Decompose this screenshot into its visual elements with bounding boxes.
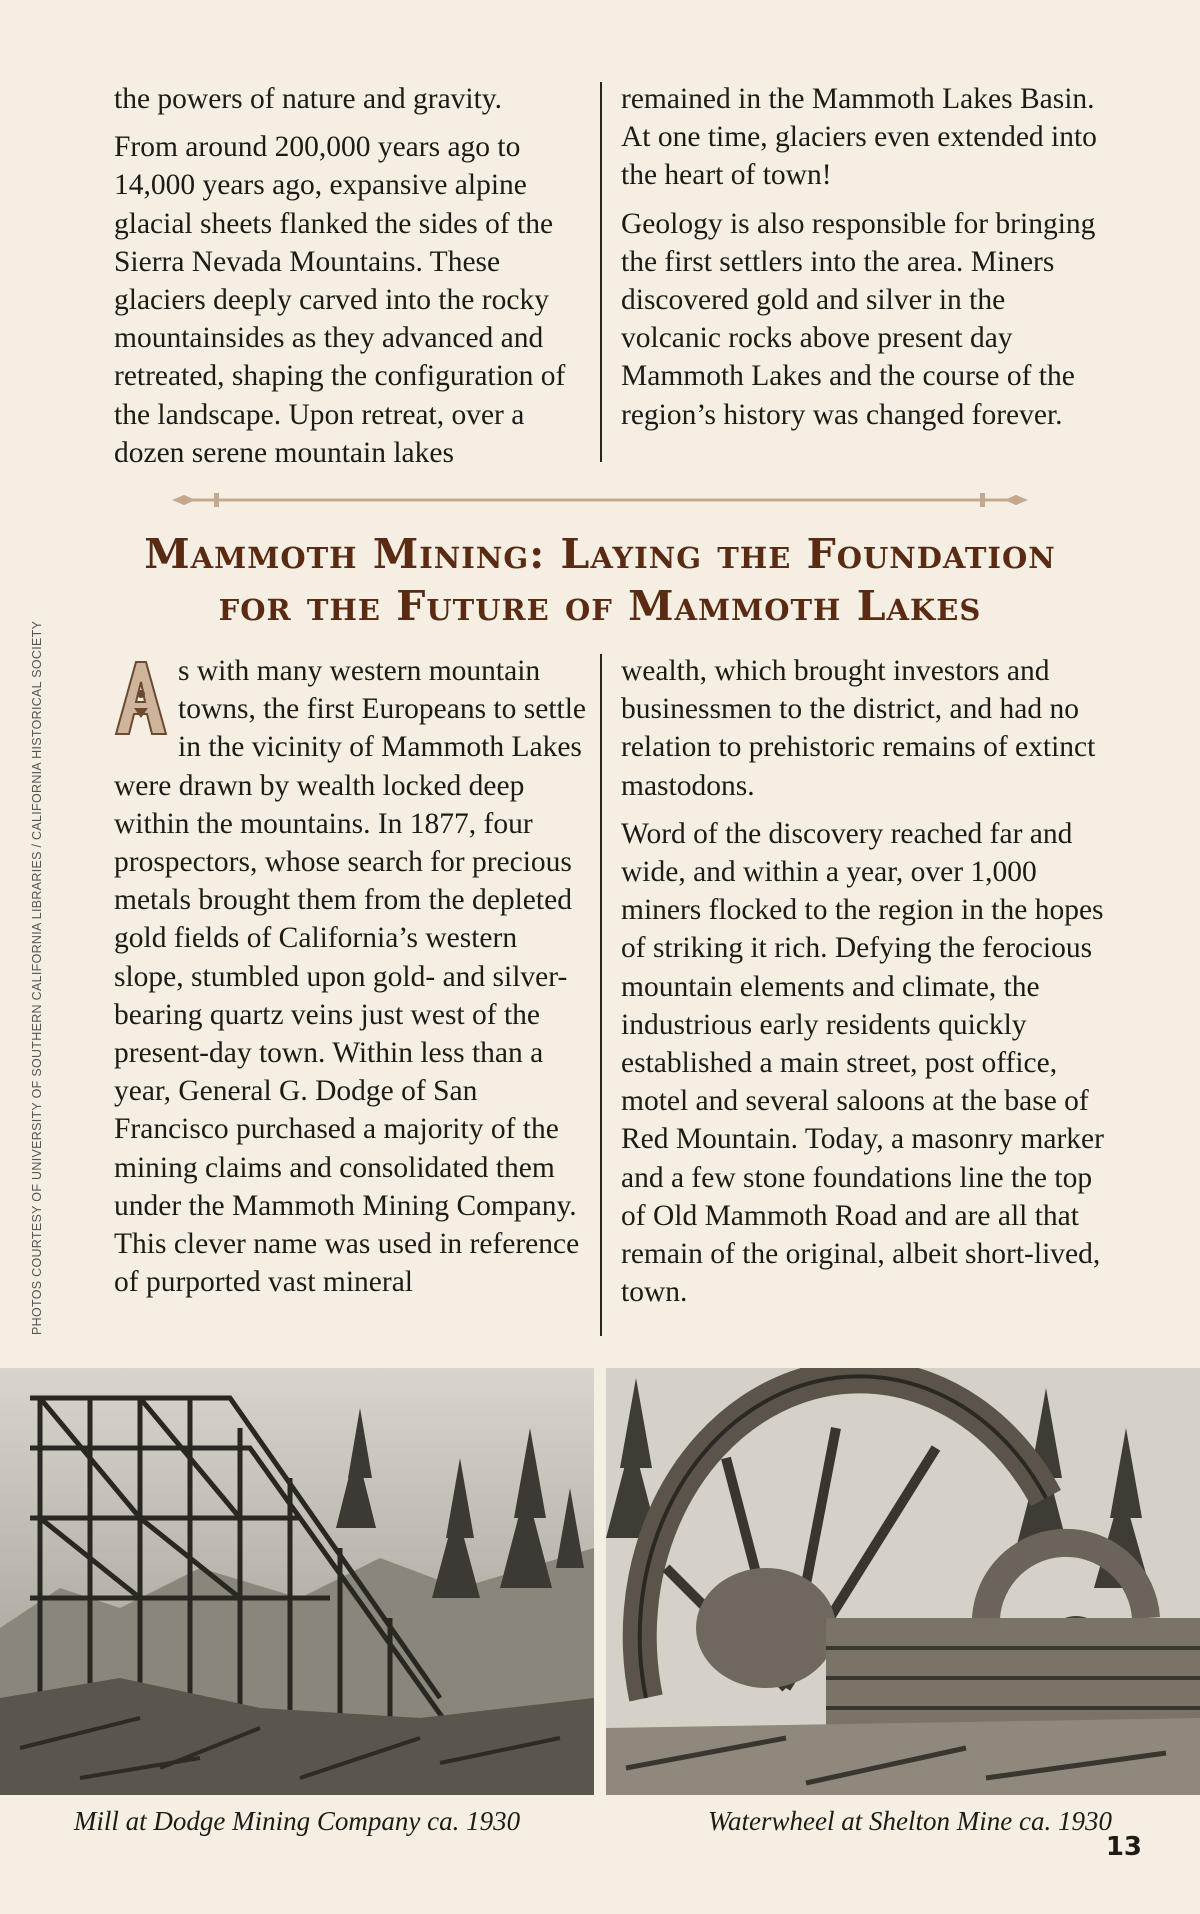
column-divider [600, 82, 602, 462]
paragraph [114, 652, 586, 1301]
waterwheel-photo-image [606, 1368, 1200, 1795]
paragraph: Word of the discovery reached far and wide, and within a year, over 1,000 miners flocked to the region in the hopes of striking it rich. Defying the ferocious mountain elements and climate, the industrious early residents quickly established a main street, post office, motel and several saloons at the base of Red Mountain. Today, a masonry marker and a few stone foundations line the top of Old Mammoth Road and are all that remain of the original, albeit short-lived, town. [621, 817, 1104, 1309]
column-divider [600, 654, 602, 1336]
page-number: 13 [1105, 1832, 1142, 1862]
headline-line-2: for the Future of Mammoth Lakes [218, 582, 982, 630]
headline-line-1: Mammoth Mining: Laying the Foundation [144, 530, 1056, 578]
article-headline [60, 528, 1140, 632]
drop-cap-letter [112, 658, 170, 736]
article-first-paragraph: s with many western mountain towns, the first Europeans to settle in the vicinity of Mammoth Lakes were drawn by wealth locked deep within the mountains. In 1877, four prospectors, whose search for precious metals brought them from the depleted gold fields of California’s western slope, stumbled upon gold- and silver-bearing quartz veins just west of the present-day town. Within less than a year, General G. Dodge of San Francisco purchased a majority of the mining claims and consolidated them under the Mammoth Mining Company. This clever name was used in reference of purported vast mineral [114, 655, 587, 1299]
paragraph: From around 200,000 years ago to 14,000 years ago, expansive alpine glacial sheets flanked the sides of the Sierra Nevada Mountains. These glaciers deeply carved into the rocky mountainsides as they advanced and retreated, shaping the configuration of the landscape. Upon retreat, over a dozen serene mountain lakes [114, 131, 566, 469]
waterwheel-photo [606, 1368, 1200, 1795]
photo-caption: Waterwheel at Shelton Mine ca. 1930 [708, 1806, 1112, 1836]
paragraph: wealth, which brought investors and businessmen to the district, and had no relation to prehistoric remains of extinct mastodons. [621, 655, 1096, 802]
paragraph: the powers of nature and gravity. [114, 83, 503, 115]
mill-photo-image [0, 1368, 594, 1795]
top-right-column [621, 80, 1101, 444]
mill-photo [0, 1368, 594, 1795]
article-left-column [114, 652, 586, 1311]
top-left-column [114, 80, 586, 482]
photo-credit: PHOTOS COURTESY OF UNIVERSITY OF SOUTHERN CALIFORNIA LIBRARIES / CALIFORNIA HISTORICAL SOCIETY [30, 620, 44, 1335]
paragraph: Geology is also responsible for bringing the first settlers into the area. Miners discovered gold and silver in the volcanic rocks above present day Mammoth Lakes and the course of the region’s history was changed forever. [621, 207, 1096, 431]
photo-caption: Mill at Dodge Mining Company ca. 1930 [73, 1806, 521, 1836]
ornamental-divider [170, 490, 1030, 510]
paragraph: remained in the Mammoth Lakes Basin. At one time, glaciers even extended into the heart of town! [621, 83, 1097, 192]
article-right-column [621, 652, 1107, 1321]
